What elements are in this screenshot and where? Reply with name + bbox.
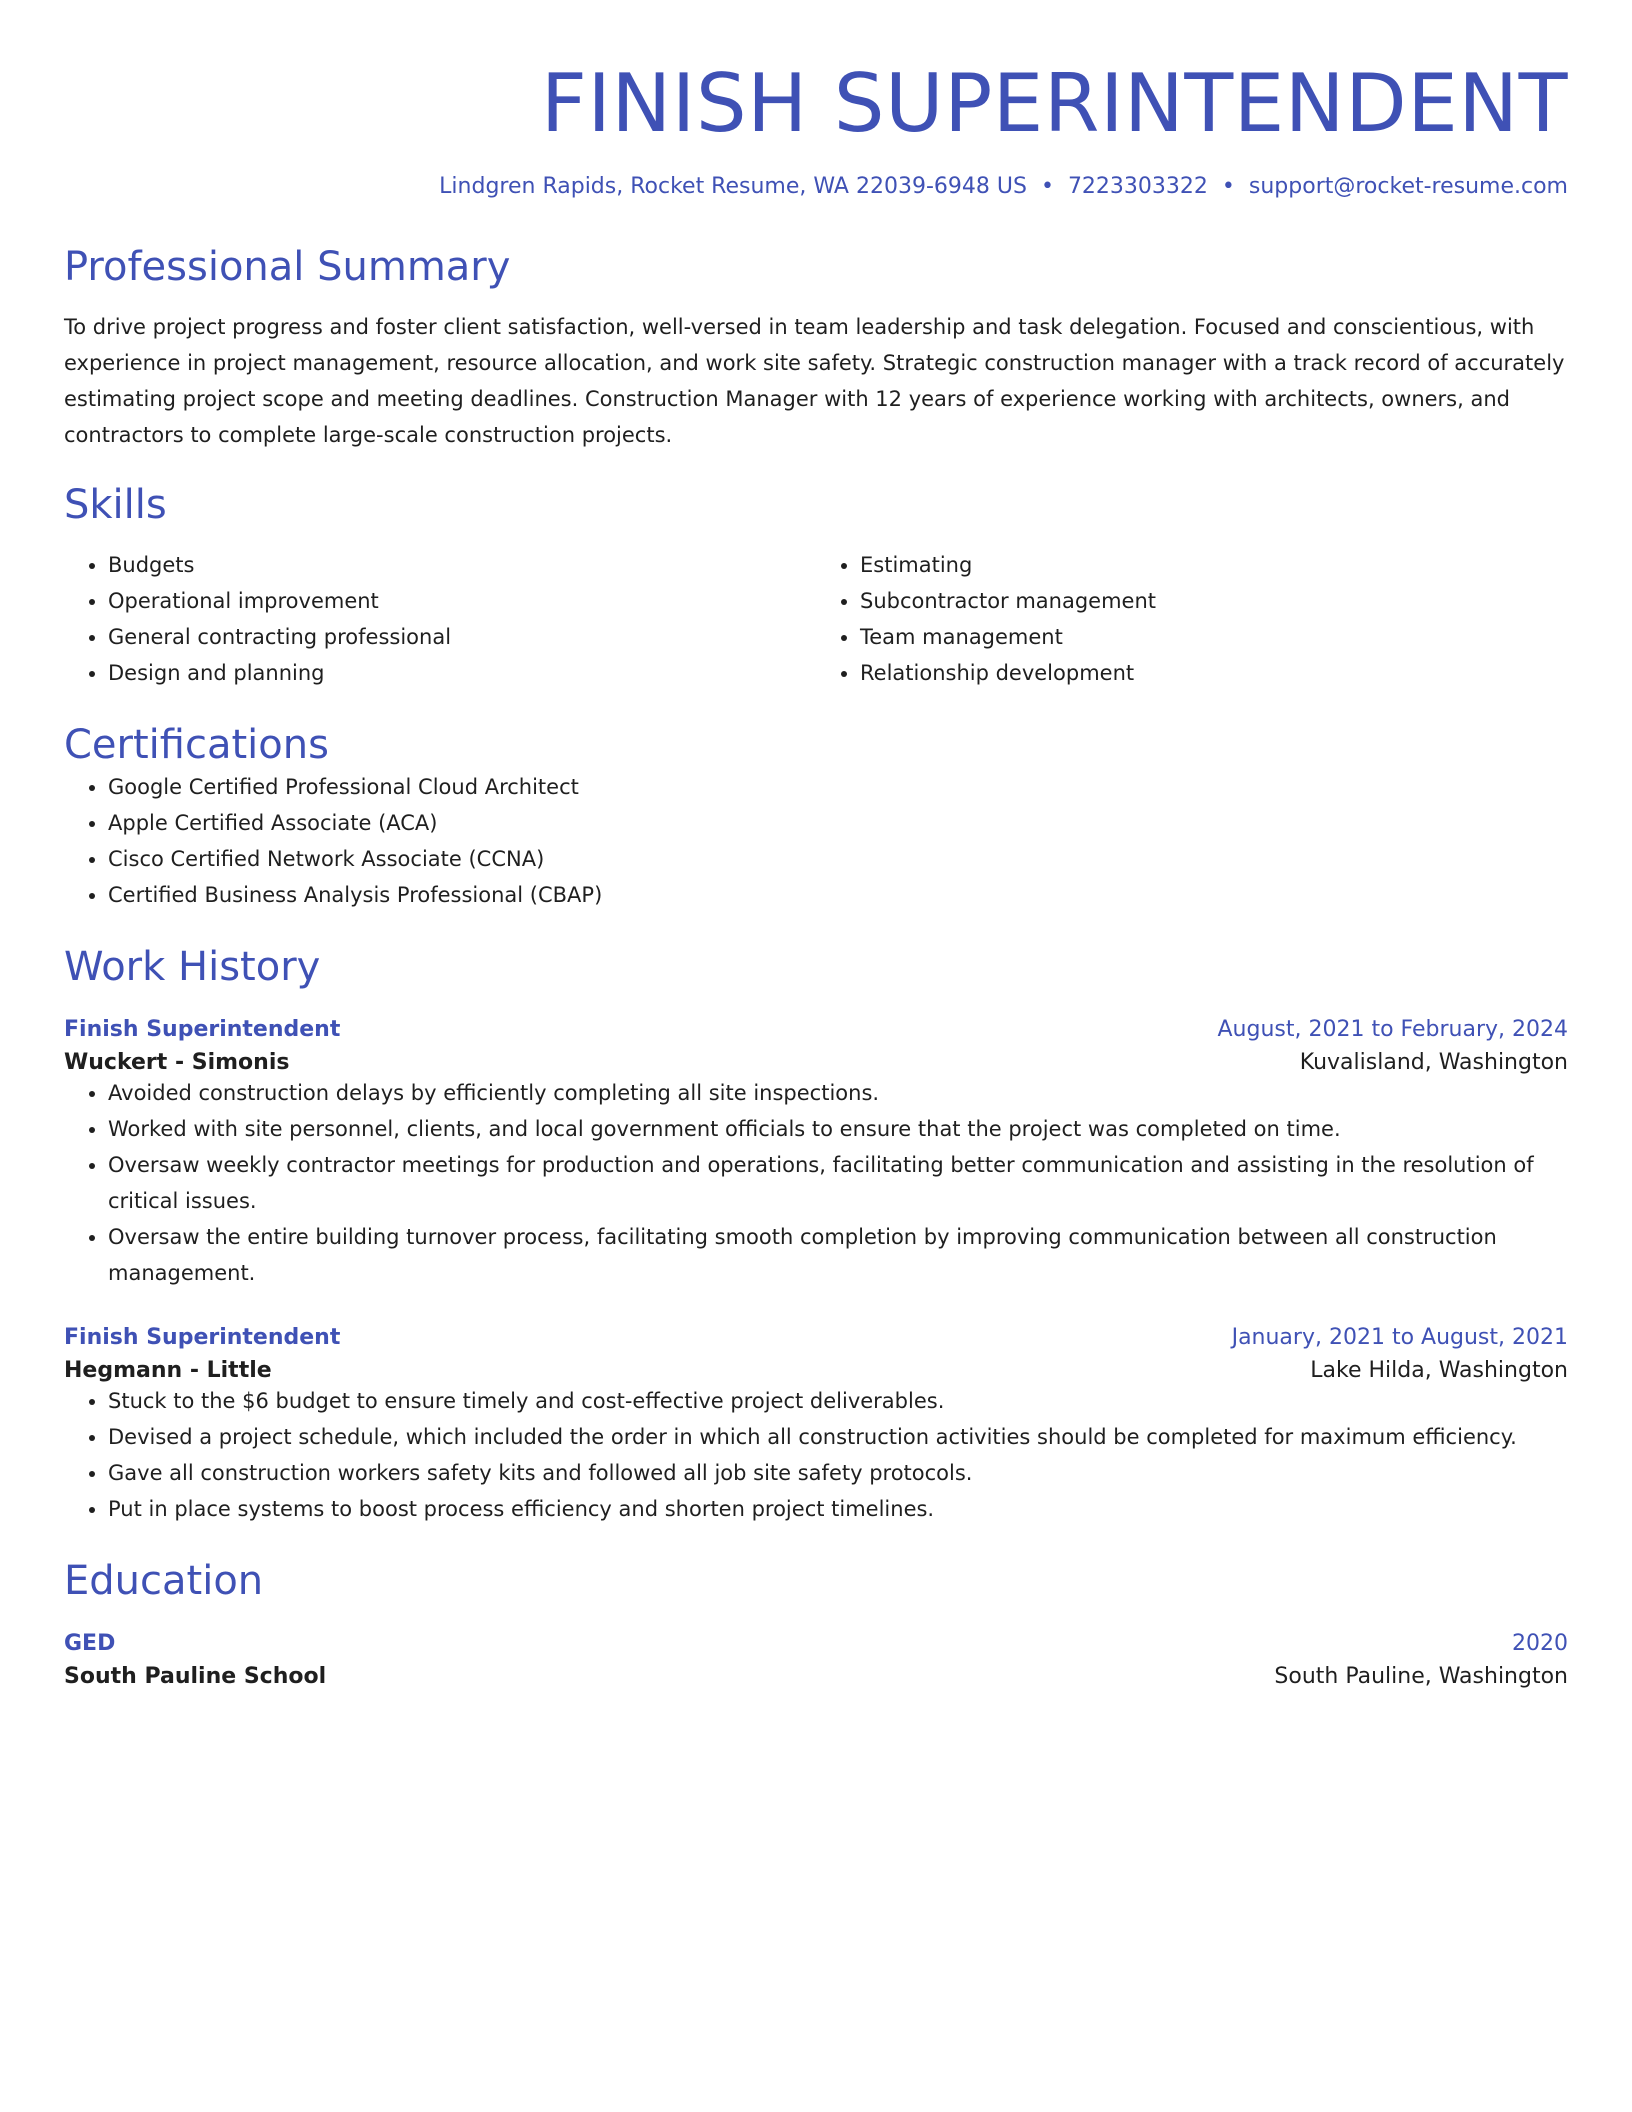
job-bullet: • Oversaw weekly contractor meetings for production and operations, facilitating better communication and assisting in the resolution of critical issues. <box>108 1147 1568 1219</box>
job-title: Finish Superintendent <box>64 1325 341 1350</box>
certifications-list <box>64 769 1568 913</box>
work-entry <box>64 1325 1568 1527</box>
certification-item: • Apple Certified Associate (ACA) <box>108 805 1568 841</box>
certification-item: • Certified Business Analysis Professional (CBAP) <box>108 877 1568 913</box>
work-entry-header <box>64 1325 1568 1350</box>
resume-name: FINISH SUPERINTENDENT <box>540 57 1568 150</box>
contact-email[interactable]: support@rocket-resume.com <box>1248 174 1568 199</box>
job-title: Finish Superintendent <box>64 1017 341 1042</box>
skills-column-left <box>64 547 816 691</box>
job-company: Wuckert - Simonis <box>64 1050 290 1075</box>
summary-text: To drive project progress and foster client satisfaction, well-versed in team leadership and task delegation. Focused and conscientious, with experience in project management, resource allocation, and work site safety. Strategic construction manager with a track record of accurately estimating project scope and meeting deadlines. Construction Manager with 12 years of experience working with architects, owners, and contractors to complete large-scale construction projects. <box>64 315 1565 447</box>
job-dates: January, 2021 to August, 2021 <box>1231 1325 1568 1350</box>
skills-list <box>64 547 1568 691</box>
work-entry <box>64 1017 1568 1291</box>
job-bullet: • Gave all construction workers safety kits and followed all job site safety protocols. <box>108 1455 1568 1491</box>
contact-phone[interactable]: 7223303322 <box>1067 174 1208 199</box>
skill-item: • General contracting professional <box>108 619 816 655</box>
job-location: Lake Hilda, Washington <box>1310 1358 1568 1383</box>
skills-column-right <box>816 547 1568 691</box>
job-bullet: • Put in place systems to boost process efficiency and shorten project timelines. <box>108 1491 1568 1527</box>
contact-address: Lindgren Rapids, Rocket Resume, WA 22039-6948 US <box>439 174 1027 199</box>
education-location: South Pauline, Washington <box>1274 1664 1568 1689</box>
work-entry-subheader <box>64 1050 1568 1075</box>
section-title-work-history: Work History <box>64 944 321 990</box>
job-bullets <box>64 1075 1568 1291</box>
section-title-skills: Skills <box>64 482 167 528</box>
education-school: South Pauline School <box>64 1664 327 1689</box>
skill-item: • Subcontractor management <box>860 583 1568 619</box>
certification-item: • Google Certified Professional Cloud Architect <box>108 769 1568 805</box>
education-entry <box>64 1631 1568 1689</box>
contact-separator: • <box>1221 174 1235 199</box>
skill-item: • Team management <box>860 619 1568 655</box>
skill-item: • Estimating <box>860 547 1568 583</box>
education-degree: GED <box>64 1631 116 1656</box>
job-bullet: • Stuck to the $6 budget to ensure timely and cost-effective project deliverables. <box>108 1383 1568 1419</box>
certification-item: • Cisco Certified Network Associate (CCNA) <box>108 841 1568 877</box>
job-company: Hegmann - Little <box>64 1358 272 1383</box>
education-subheader <box>64 1664 1568 1689</box>
section-title-summary: Professional Summary <box>64 244 511 290</box>
job-bullet: • Avoided construction delays by efficiently completing all site inspections. <box>108 1075 1568 1111</box>
skill-item: • Operational improvement <box>108 583 816 619</box>
skill-item: • Relationship development <box>860 655 1568 691</box>
section-title-education: Education <box>64 1558 264 1604</box>
section-title-certifications: Certifications <box>64 722 329 768</box>
job-bullets <box>64 1383 1568 1527</box>
work-entry-subheader <box>64 1358 1568 1383</box>
skill-item: • Budgets <box>108 547 816 583</box>
education-year: 2020 <box>1512 1631 1568 1656</box>
job-bullet: • Worked with site personnel, clients, and local government officials to ensure that the project was completed on time. <box>108 1111 1568 1147</box>
contact-separator: • <box>1040 174 1054 199</box>
education-header <box>64 1631 1568 1656</box>
skill-item: • Design and planning <box>108 655 816 691</box>
job-location: Kuvalisland, Washington <box>1299 1050 1568 1075</box>
job-dates: August, 2021 to February, 2024 <box>1217 1017 1568 1042</box>
job-bullet: • Devised a project schedule, which included the order in which all construction activities should be completed for maximum efficiency. <box>108 1419 1568 1455</box>
job-bullet: • Oversaw the entire building turnover process, facilitating smooth completion by improving communication between all construction management. <box>108 1219 1568 1291</box>
work-entry-header <box>64 1017 1568 1042</box>
contact-line <box>64 174 1568 199</box>
